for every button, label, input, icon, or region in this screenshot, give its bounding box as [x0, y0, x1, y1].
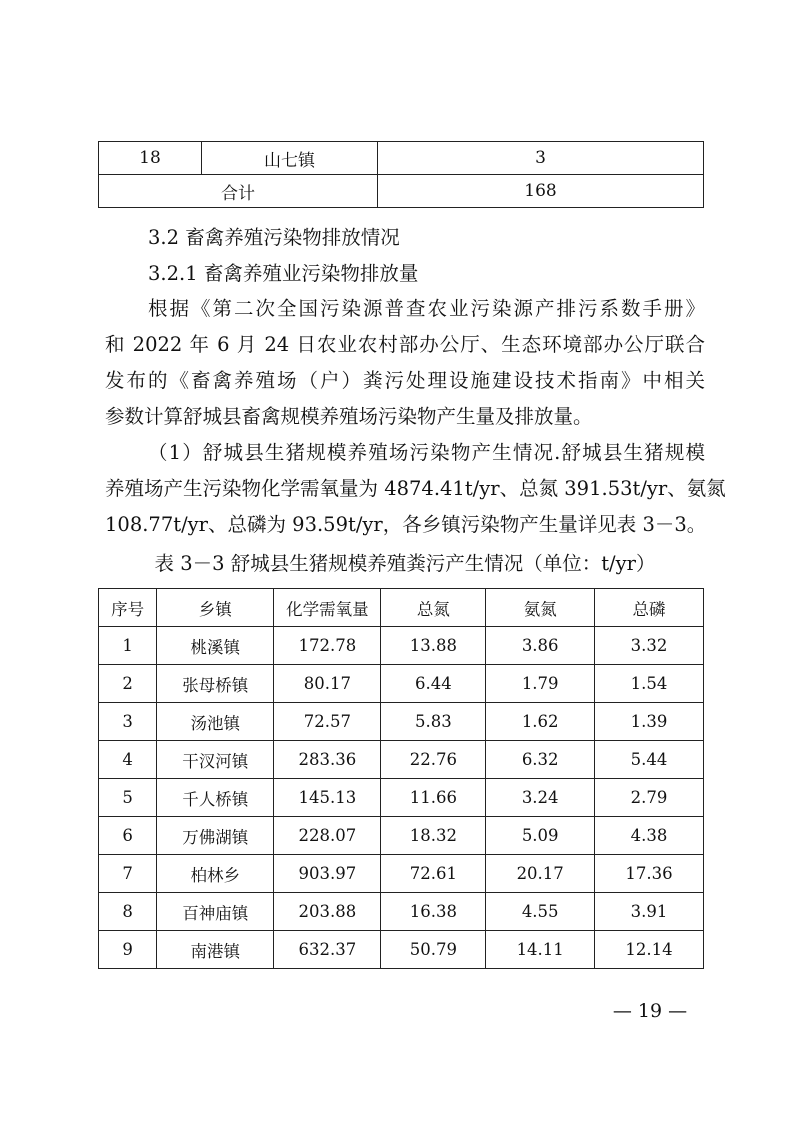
table-row [99, 855, 704, 893]
table-cell: 张母桥镇 [157, 665, 274, 703]
paragraph-line: 发布的《畜禽养殖场（户）粪污处理设施建设技术指南》中相关 [105, 369, 705, 392]
page-number: — 19 — [612, 1000, 688, 1022]
table-row [99, 703, 704, 741]
table-cell: 4.38 [595, 817, 704, 855]
column-header: 总磷 [595, 589, 704, 627]
column-header: 乡镇 [157, 589, 274, 627]
table-cell: 1.79 [486, 665, 595, 703]
table-cell: 13.88 [381, 627, 486, 665]
table-cell: 80.17 [274, 665, 381, 703]
table-row [99, 817, 704, 855]
table-cell: 1.54 [595, 665, 704, 703]
table-cell: 百神庙镇 [157, 893, 274, 931]
column-header: 总氮 [381, 589, 486, 627]
table-cell: 3 [378, 142, 704, 175]
table-cell: 6.32 [486, 741, 595, 779]
section-heading: 3.2 畜禽养殖污染物排放情况 [148, 226, 400, 249]
table-cell: 12.14 [595, 931, 704, 969]
table-cell: 16.38 [381, 893, 486, 931]
table-cell: 1.39 [595, 703, 704, 741]
table-cell: 2 [99, 665, 157, 703]
table-cell: 145.13 [274, 779, 381, 817]
table-cell: 11.66 [381, 779, 486, 817]
table-cell: 72.57 [274, 703, 381, 741]
table-cell: 桃溪镇 [157, 627, 274, 665]
table-cell: 18.32 [381, 817, 486, 855]
table-cell: 14.11 [486, 931, 595, 969]
paragraph-line: 108.77t/yr、总磷为 93.59t/yr，各乡镇污染物产生量详见表 3－3。 [105, 513, 707, 536]
table-cell: 3 [99, 703, 157, 741]
table-cell: 1 [99, 627, 157, 665]
subsection-heading: 3.2.1 畜禽养殖业污染物排放量 [148, 262, 419, 285]
table-cell: 18 [99, 142, 202, 175]
table-cell: 5.44 [595, 741, 704, 779]
table-cell: 5 [99, 779, 157, 817]
total-value: 168 [378, 175, 704, 208]
table-cell: 50.79 [381, 931, 486, 969]
table-cell: 3.24 [486, 779, 595, 817]
table-cell: 20.17 [486, 855, 595, 893]
table-row [99, 779, 704, 817]
paragraph-line: 根据《第二次全国污染源普查农业污染源产排污系数手册》 [148, 297, 705, 320]
table-cell: 柏林乡 [157, 855, 274, 893]
column-header: 氨氮 [486, 589, 595, 627]
table-cell: 22.76 [381, 741, 486, 779]
table-cell: 5.83 [381, 703, 486, 741]
paragraph-line: 参数计算舒城县畜禽规模养殖场污染物产生量及排放量。 [105, 405, 593, 428]
table-cell: 汤池镇 [157, 703, 274, 741]
table-caption: 表 3－3 舒城县生猪规模养殖粪污产生情况（单位：t/yr） [154, 552, 656, 575]
table-cell: 283.36 [274, 741, 381, 779]
table-cell: 8 [99, 893, 157, 931]
table-cell: 9 [99, 931, 157, 969]
table-row [99, 142, 704, 175]
table-cell: 4.55 [486, 893, 595, 931]
table-cell: 3.91 [595, 893, 704, 931]
table-cell: 172.78 [274, 627, 381, 665]
table-cell: 72.61 [381, 855, 486, 893]
table-total-row [99, 175, 704, 208]
column-header: 化学需氧量 [274, 589, 381, 627]
table-cell: 山七镇 [202, 142, 378, 175]
paragraph-line: 养殖场产生污染物化学需氧量为 4874.41t/yr、总氮 391.53t/yr、氨氮 [105, 477, 726, 500]
table-row [99, 741, 704, 779]
table-row [99, 931, 704, 969]
table-cell: 6.44 [381, 665, 486, 703]
table-row [99, 893, 704, 931]
table-cell: 903.97 [274, 855, 381, 893]
table-cell: 4 [99, 741, 157, 779]
table-cell: 17.36 [595, 855, 704, 893]
table-cell: 万佛湖镇 [157, 817, 274, 855]
table-cell: 632.37 [274, 931, 381, 969]
column-header: 序号 [99, 589, 157, 627]
paragraph-line: （1）舒城县生猪规模养殖场污染物产生情况.舒城县生猪规模 [148, 441, 705, 464]
continued-table [98, 141, 704, 208]
table-cell: 1.62 [486, 703, 595, 741]
table-cell: 干汊河镇 [157, 741, 274, 779]
table-row [99, 665, 704, 703]
pollution-table [98, 588, 704, 969]
table-row [99, 627, 704, 665]
table-cell: 228.07 [274, 817, 381, 855]
total-label: 合计 [99, 175, 378, 208]
paragraph-line: 和 2022 年 6 月 24 日农业农村部办公厅、生态环境部办公厅联合 [105, 333, 705, 356]
table-cell: 203.88 [274, 893, 381, 931]
table-cell: 3.86 [486, 627, 595, 665]
table-cell: 5.09 [486, 817, 595, 855]
table-cell: 2.79 [595, 779, 704, 817]
table-cell: 南港镇 [157, 931, 274, 969]
table-cell: 3.32 [595, 627, 704, 665]
table-cell: 7 [99, 855, 157, 893]
table-cell: 千人桥镇 [157, 779, 274, 817]
table-header-row [99, 589, 704, 627]
table-cell: 6 [99, 817, 157, 855]
